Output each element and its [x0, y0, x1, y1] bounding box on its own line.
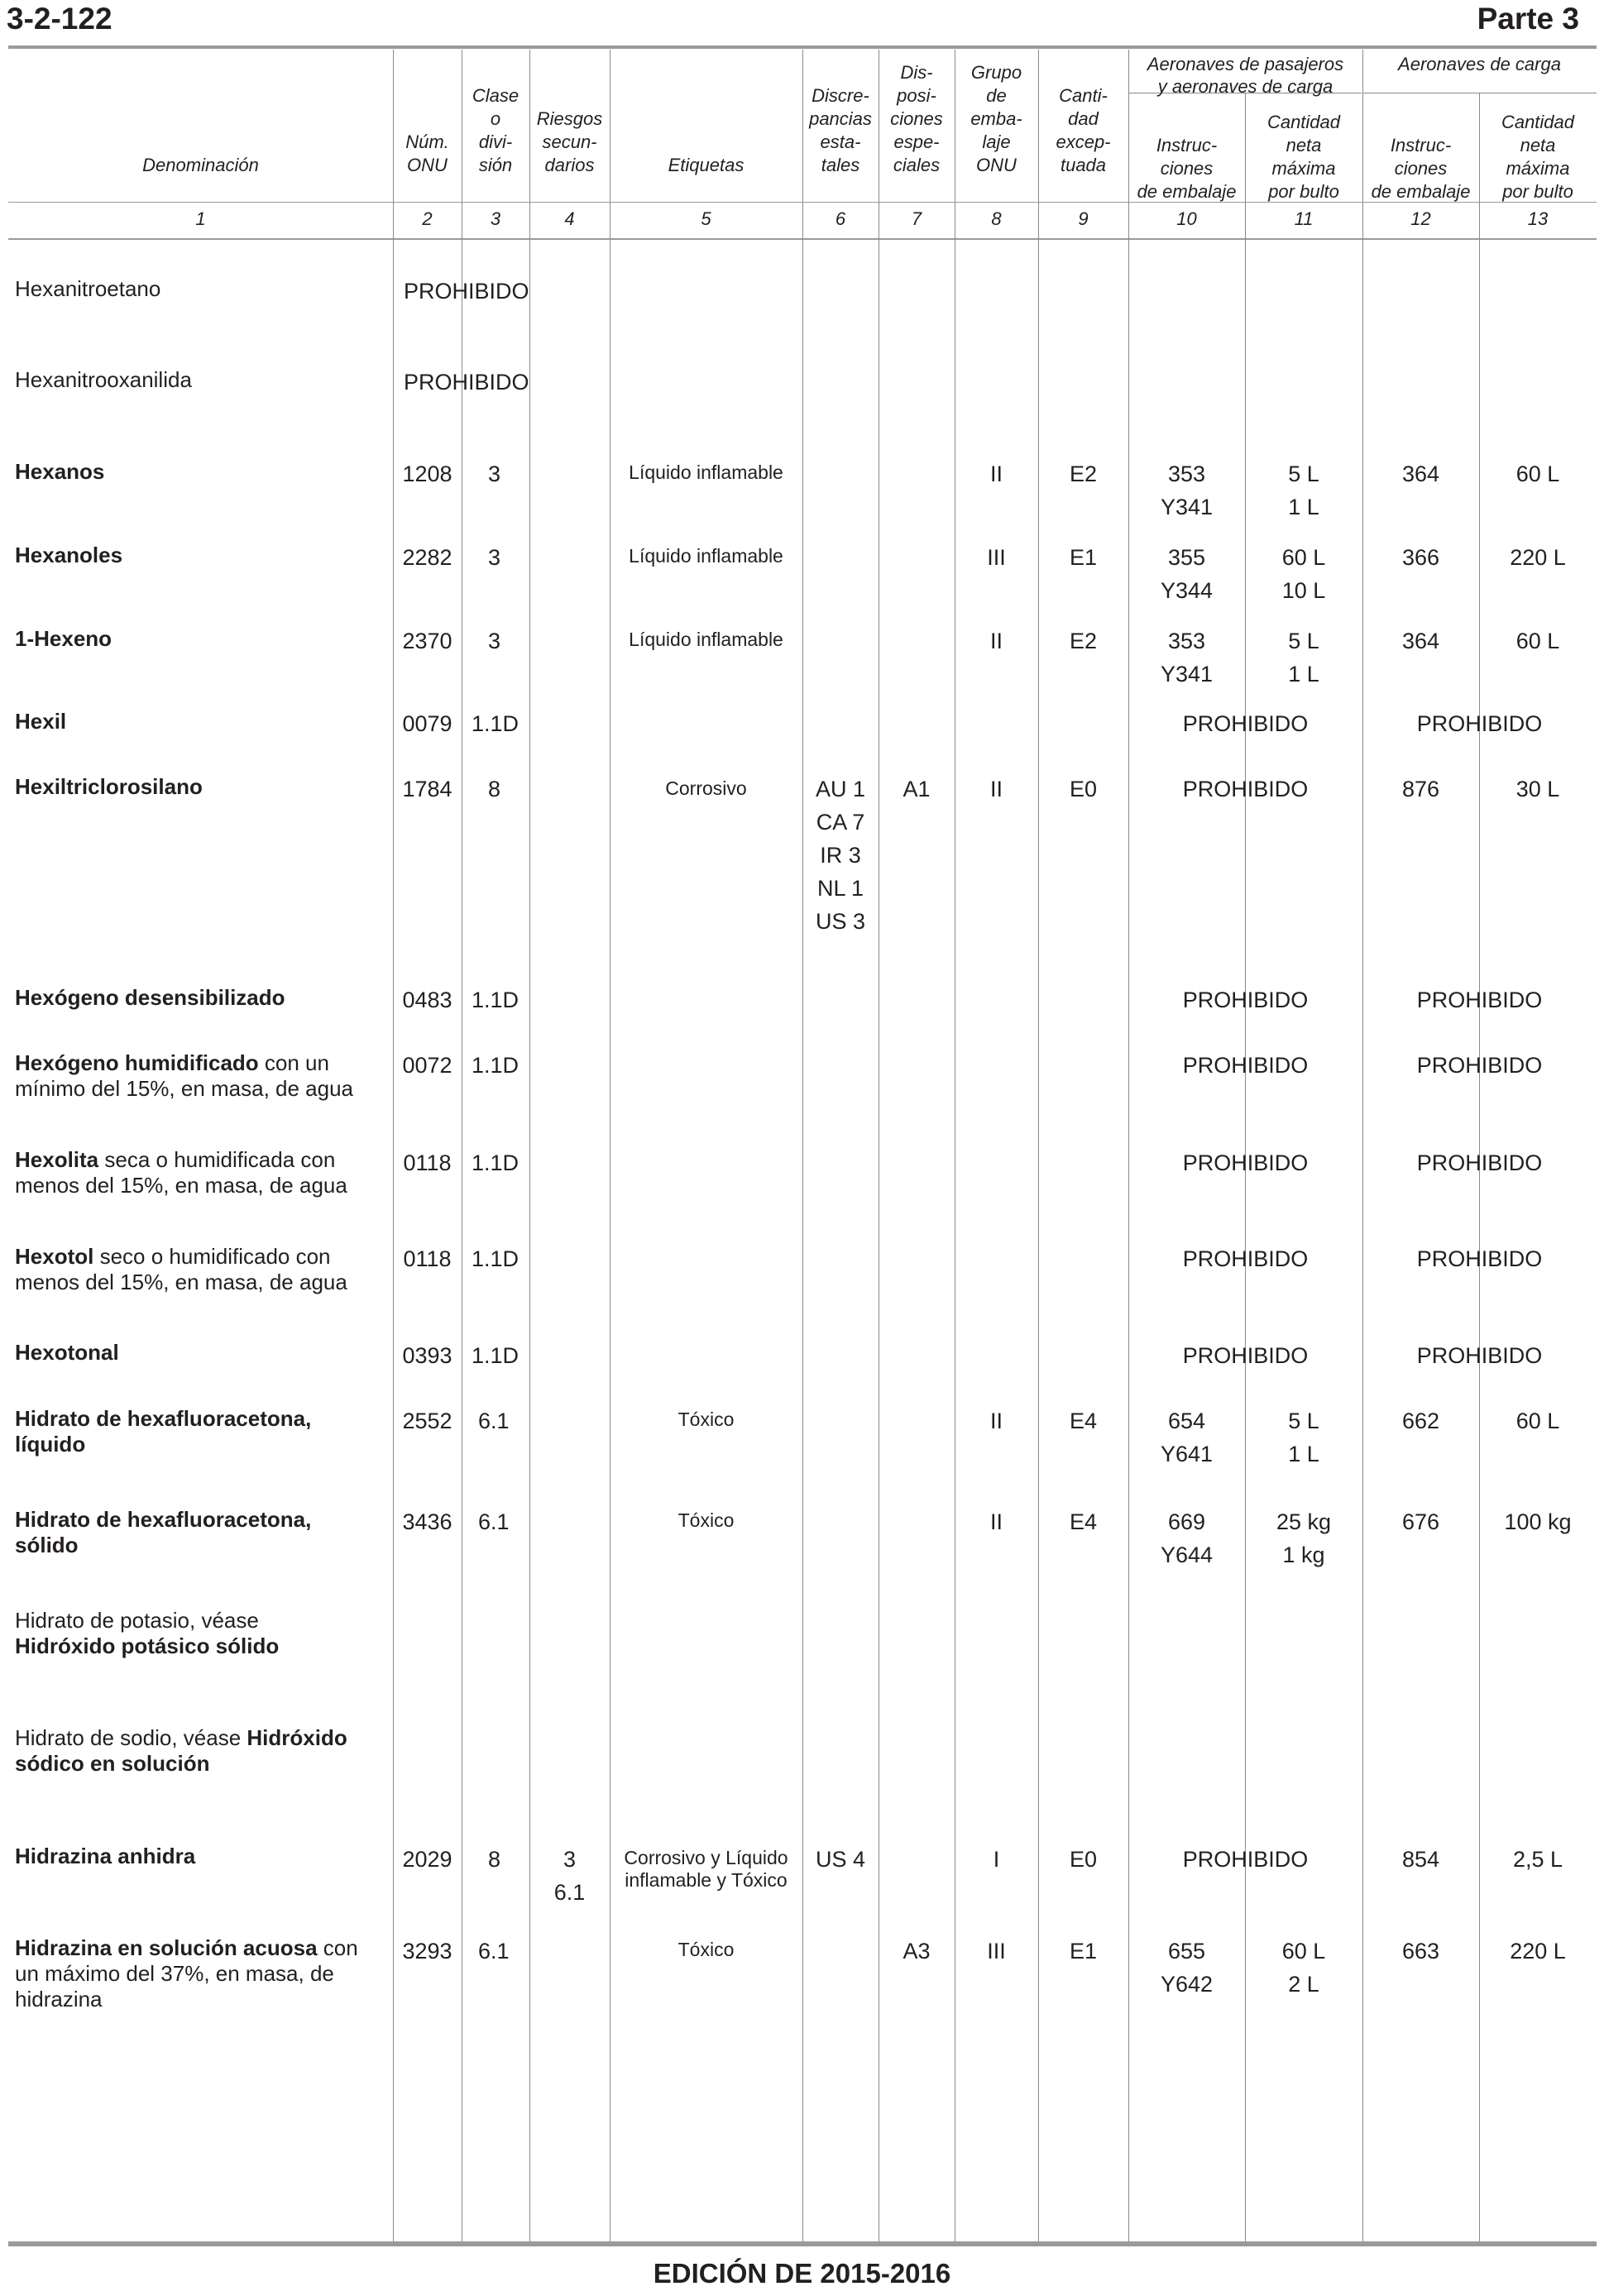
substance-name: Hexotol seco o humidificado con menos del 15%, en masa, de agua — [15, 1244, 347, 1294]
un-number: 0118 — [403, 1246, 452, 1271]
packing-group: III — [987, 1939, 1006, 1964]
class: 3 — [488, 462, 501, 486]
pax-prohibited: PROHIBIDO — [1182, 1053, 1309, 1078]
header-cargo-max-quantity: Cantidad neta máxima por bulto — [1501, 112, 1575, 202]
header-pax-max-quantity: Cantidad neta máxima por bulto — [1266, 112, 1341, 202]
pax-max-quantity: 60 L 2 L — [1281, 1939, 1326, 1997]
substance-name: Hexógeno humidificado con un mínimo del 15%, en masa, de agua — [15, 1050, 354, 1101]
cargo-packing-instruction: 663 — [1401, 1939, 1440, 1964]
un-number: 0483 — [402, 988, 452, 1012]
un-number: 2552 — [402, 1409, 452, 1433]
excepted-quantity: E4 — [1069, 1409, 1098, 1433]
cargo-max-quantity: 60 L — [1515, 1409, 1560, 1433]
cargo-prohibited: PROHIBIDO — [1416, 1246, 1543, 1271]
cargo-packing-instruction: 364 — [1401, 629, 1440, 653]
pax-max-quantity: 60 L 10 L — [1281, 545, 1326, 603]
col-divider — [1362, 50, 1363, 2241]
col-divider — [1038, 50, 1039, 2241]
cargo-max-quantity: 60 L — [1515, 462, 1560, 486]
cargo-packing-instruction: 876 — [1401, 777, 1440, 801]
cargo-max-quantity: 60 L — [1515, 629, 1560, 653]
class: 1.1D — [472, 1246, 520, 1271]
cargo-max-quantity: 2,5 L — [1512, 1847, 1563, 1872]
un-number: 3436 — [402, 1509, 452, 1534]
un-number: 0079 — [402, 711, 452, 736]
cargo-max-quantity: 100 kg — [1504, 1509, 1572, 1534]
class: 1.1D — [472, 988, 520, 1012]
class: 6.1 — [478, 1939, 510, 1964]
column-number: 5 — [701, 208, 711, 229]
state-variations: AU 1 CA 7 IR 3 NL 1 US 3 — [815, 777, 866, 934]
un-number: 3293 — [402, 1939, 452, 1964]
substance-name: Hexotonal — [15, 1340, 119, 1365]
special-provisions: A1 — [903, 777, 931, 801]
cargo-packing-instruction: 364 — [1401, 462, 1440, 486]
substance-name: Hidrato de hexafluoracetona, líquido — [15, 1406, 312, 1457]
packing-group: II — [989, 1509, 1003, 1534]
column-number: 8 — [991, 208, 1002, 229]
header-un-number: Núm. ONU — [405, 132, 449, 175]
pax-packing-instruction: 353 Y341 — [1160, 629, 1214, 686]
pax-max-quantity: 5 L 1 L — [1288, 1409, 1319, 1466]
edition-footer: EDICIÓN DE 2015-2016 — [653, 2258, 951, 2289]
header-class: Clase o divi- sión — [472, 85, 520, 175]
un-number: 2282 — [402, 545, 452, 570]
class: 3 — [488, 545, 501, 570]
header-cargo-aircraft: Aeronaves de carga — [1398, 54, 1561, 74]
page-number: 3-2-122 — [7, 2, 113, 36]
pax-prohibited: PROHIBIDO — [1182, 1150, 1309, 1175]
substance-name: Hexanitrooxanilida — [15, 367, 192, 392]
class: 1.1D — [472, 1053, 520, 1078]
header-denominacion: Denominación — [142, 155, 259, 175]
label-text: Tóxico — [678, 1509, 735, 1531]
column-number: 1 — [195, 208, 206, 229]
class: 8 — [488, 777, 501, 801]
column-number: 11 — [1294, 208, 1314, 229]
un-number: 2029 — [402, 1847, 452, 1872]
packing-group: II — [989, 462, 1003, 486]
cargo-max-quantity: 220 L — [1510, 545, 1566, 570]
part-title: Parte 3 — [1477, 2, 1579, 36]
packing-group: II — [989, 1409, 1003, 1433]
col-divider — [802, 50, 803, 2241]
un-number: 1784 — [402, 777, 452, 801]
excepted-quantity: E1 — [1069, 1939, 1098, 1964]
cargo-packing-instruction: 676 — [1401, 1509, 1440, 1534]
substance-name: Hidrato de potasio, véase Hidróxido potásico sólido — [15, 1608, 280, 1658]
class: 1.1D — [472, 1343, 520, 1368]
column-number: 2 — [422, 208, 433, 229]
packing-group: III — [987, 545, 1006, 570]
col-divider — [1128, 50, 1129, 2241]
pax-prohibited: PROHIBIDO — [1182, 1343, 1309, 1368]
pax-packing-instruction: 353 Y341 — [1160, 462, 1214, 519]
top-rule — [8, 45, 1597, 49]
packing-group: I — [993, 1847, 1000, 1872]
class: 6.1 — [478, 1409, 510, 1433]
column-number: 12 — [1410, 208, 1431, 229]
bottom-rule — [8, 2241, 1597, 2246]
subsidiary-risks: 3 6.1 — [553, 1847, 586, 1905]
packing-group: II — [989, 777, 1003, 801]
column-number: 13 — [1527, 208, 1549, 229]
pax-max-quantity: 25 kg 1 kg — [1276, 1509, 1332, 1567]
pax-packing-instruction: 669 Y644 — [1160, 1509, 1214, 1567]
substance-name: Hexil — [15, 709, 67, 734]
special-provisions: A3 — [903, 1939, 931, 1964]
col-divider — [529, 50, 530, 2241]
cargo-max-quantity: 30 L — [1515, 777, 1560, 801]
cargo-prohibited: PROHIBIDO — [1416, 988, 1543, 1012]
cargo-prohibited: PROHIBIDO — [1416, 711, 1543, 736]
label-text: Líquido inflamable — [629, 545, 783, 567]
column-number: 3 — [490, 208, 501, 229]
excepted-quantity: E2 — [1069, 629, 1098, 653]
column-number: 6 — [835, 208, 846, 229]
substance-name: Hexógeno desensibilizado — [15, 985, 285, 1010]
column-number: 9 — [1078, 208, 1089, 229]
cargo-max-quantity: 220 L — [1510, 1939, 1566, 1964]
class: 3 — [488, 629, 501, 653]
header-passenger-aircraft: Aeronaves de pasajeros y aeronaves de carga — [1147, 54, 1344, 97]
cargo-prohibited: PROHIBIDO — [1416, 1150, 1543, 1175]
header-labels: Etiquetas — [668, 155, 745, 175]
cargo-packing-instruction: 366 — [1401, 545, 1440, 570]
class: 6.1 — [478, 1509, 510, 1534]
header-excepted-quantity: Canti- dad excep- tuada — [1056, 85, 1111, 175]
header-special-provisions: Dis- posi- ciones espe- ciales — [890, 62, 943, 175]
substance-name: Hexolita seca o humidificada con menos del 15%, en masa, de agua — [15, 1147, 347, 1198]
un-number: 1208 — [402, 462, 452, 486]
class: 1.1D — [472, 1150, 520, 1175]
substance-name: 1-Hexeno — [15, 626, 113, 651]
un-number: 2370 — [402, 629, 452, 653]
excepted-quantity: E2 — [1069, 462, 1098, 486]
header-packing-group: Grupo de emba- laje ONU — [970, 62, 1022, 175]
header-state-variations: Discre- pancias esta- tales — [809, 85, 872, 175]
col-divider — [393, 50, 394, 2241]
label-text: Tóxico — [678, 1939, 735, 1960]
substance-name: Hexanitroetano — [15, 276, 161, 301]
column-number: 7 — [911, 208, 922, 229]
substance-name: Hexiltriclorosilano — [15, 774, 203, 799]
cargo-packing-instruction: 854 — [1401, 1847, 1440, 1872]
substance-name: Hexanos — [15, 459, 105, 484]
cargo-prohibited: PROHIBIDO — [1416, 1053, 1543, 1078]
packing-group: II — [989, 629, 1003, 653]
prohibited-text: PROHIBIDO — [404, 279, 529, 304]
header-subsidiary-risks: Riesgos secun- darios — [536, 108, 603, 175]
pax-prohibited: PROHIBIDO — [1182, 711, 1309, 736]
pax-packing-instruction: 654 Y641 — [1160, 1409, 1214, 1466]
un-number: 0072 — [402, 1053, 452, 1078]
substance-name: Hidrazina en solución acuosa con un máximo del 37%, en masa, de hidrazina — [15, 1935, 358, 2011]
pax-prohibited: PROHIBIDO — [1182, 777, 1309, 801]
label-text: Corrosivo — [665, 777, 747, 799]
substance-name: Hidrato de hexafluoracetona, sólido — [15, 1507, 312, 1557]
pax-max-quantity: 5 L 1 L — [1288, 462, 1319, 519]
header-pax-packing-instructions: Instruc- ciones de embalaje — [1137, 135, 1237, 202]
pax-prohibited: PROHIBIDO — [1182, 1246, 1309, 1271]
header-cargo-packing-instructions: Instruc- ciones de embalaje — [1371, 135, 1471, 202]
label-text: Líquido inflamable — [629, 629, 783, 650]
substance-name: Hexanoles — [15, 543, 123, 567]
class: 8 — [488, 1847, 501, 1872]
excepted-quantity: E0 — [1069, 777, 1098, 801]
class: 1.1D — [472, 711, 520, 736]
pax-prohibited: PROHIBIDO — [1182, 988, 1309, 1012]
cargo-prohibited: PROHIBIDO — [1416, 1343, 1543, 1368]
label-text: Corrosivo y Líquido inflamable y Tóxico — [624, 1847, 788, 1891]
pax-packing-instruction: 355 Y344 — [1160, 545, 1214, 603]
cargo-packing-instruction: 662 — [1401, 1409, 1440, 1433]
un-number: 0393 — [402, 1343, 452, 1368]
label-text: Tóxico — [678, 1409, 735, 1430]
column-number: 4 — [564, 208, 575, 229]
excepted-quantity: E1 — [1069, 545, 1098, 570]
pax-prohibited: PROHIBIDO — [1182, 1847, 1309, 1872]
excepted-quantity: E4 — [1069, 1509, 1098, 1534]
pax-max-quantity: 5 L 1 L — [1288, 629, 1319, 686]
pax-packing-instruction: 655 Y642 — [1160, 1939, 1214, 1997]
substance-name: Hidrato de sodio, véase Hidróxido sódico en solución — [15, 1725, 347, 1776]
state-variations: US 4 — [815, 1847, 866, 1872]
label-text: Líquido inflamable — [629, 462, 783, 483]
prohibited-text: PROHIBIDO — [404, 370, 529, 395]
un-number: 0118 — [403, 1150, 452, 1175]
substance-name: Hidrazina anhidra — [15, 1844, 196, 1868]
column-number: 10 — [1176, 208, 1197, 229]
excepted-quantity: E0 — [1069, 1847, 1098, 1872]
